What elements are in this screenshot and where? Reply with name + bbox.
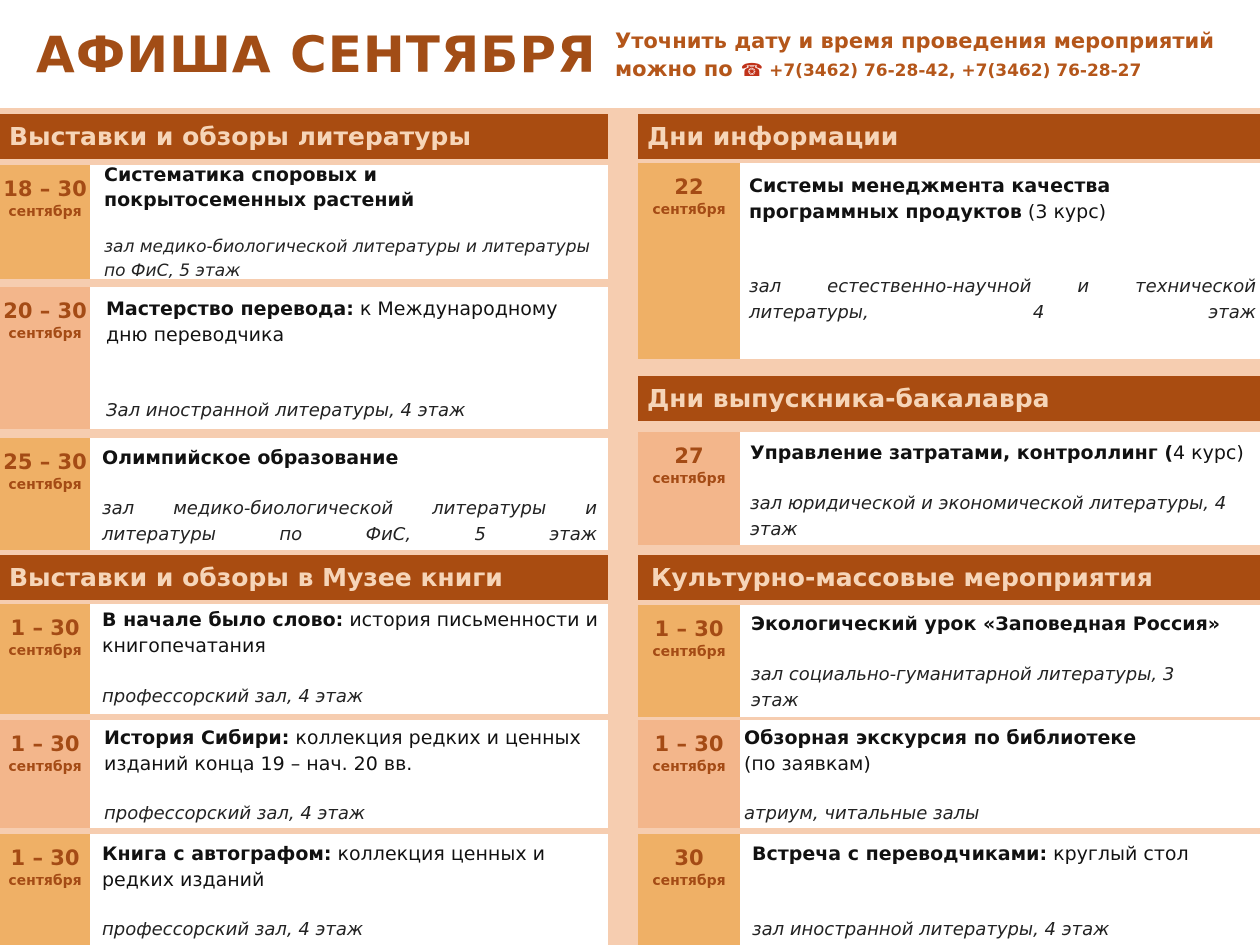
event-title: [750, 440, 1258, 466]
event-date-range: 1 – 30: [10, 616, 80, 640]
event-title-bold: Системы менеджмента качества программных продуктов: [749, 175, 1111, 223]
event-month: сентября: [652, 759, 726, 775]
event-card: [0, 604, 608, 714]
event-location: профессорский зал, 4 этаж: [102, 919, 364, 940]
event-date: [0, 287, 90, 429]
contact-note-line1: Уточнить дату и время проведения мероприятий: [615, 29, 1214, 53]
page-header: [0, 0, 1260, 108]
event-content: [90, 287, 608, 429]
telephone-icon: ☎: [740, 60, 764, 81]
event-content: [740, 605, 1260, 717]
event-title-rest: 4 курс): [1173, 442, 1244, 464]
event-card: [0, 287, 608, 429]
event-date: [0, 604, 90, 714]
event-date: [638, 720, 740, 828]
event-date: [0, 438, 90, 550]
event-title-bold: Систематика споровых и покрытосеменных растений: [104, 165, 415, 211]
event-title: [102, 607, 602, 659]
event-title-rest: история письменности и книгопечатания: [102, 609, 598, 657]
event-month: сентября: [652, 873, 726, 889]
event-location: [102, 496, 597, 548]
event-date: [0, 720, 90, 828]
event-title: [744, 725, 1254, 777]
event-location: зал иностранной литературы, 4 этаж: [752, 919, 1110, 940]
page-title: АФИША СЕНТЯБРЯ: [36, 26, 597, 84]
event-date: [638, 163, 740, 359]
event-title-bold: Управление затратами, контроллинг (: [750, 442, 1174, 464]
event-title-rest: (по заявкам): [744, 753, 871, 775]
event-date: [638, 834, 740, 945]
event-content: [740, 432, 1260, 545]
contact-note-prefix: можно по: [615, 57, 733, 81]
event-card: [638, 605, 1260, 717]
event-location-text: зал естественно-научной и технической литературы, 4 этаж: [749, 276, 1256, 323]
event-date: [638, 605, 740, 717]
event-month: сентября: [8, 204, 82, 220]
event-month: сентября: [652, 471, 726, 487]
event-title: [104, 165, 434, 213]
event-content: [90, 438, 608, 550]
event-title: [749, 173, 1256, 225]
event-content: [740, 834, 1260, 945]
event-title-bold: Экологический урок «Заповедная Россия»: [751, 613, 1221, 635]
event-title-bold: Книга с автографом:: [102, 843, 332, 865]
event-date-range: 1 – 30: [10, 732, 80, 756]
event-date-range: 1 – 30: [10, 846, 80, 870]
event-date: [0, 165, 90, 279]
event-title-rest: (3 курс): [1021, 201, 1107, 223]
event-location: профессорский зал, 4 этаж: [102, 686, 364, 707]
event-card: [0, 720, 608, 828]
event-month: сентября: [8, 759, 82, 775]
event-date-range: 27: [674, 444, 704, 468]
event-content: [740, 720, 1260, 828]
event-location: зал юридической и экономической литературы, 4 этаж: [750, 493, 1227, 540]
event-card: [0, 438, 608, 550]
event-title: [751, 611, 1254, 637]
section-header-graduate-days: Дни выпускника-бакалавра: [638, 376, 1260, 421]
phone-numbers: +7(3462) 76-28-42, +7(3462) 76-28-27: [769, 61, 1142, 81]
event-location: атриум, читальные залы: [744, 803, 980, 824]
event-title: [104, 725, 602, 777]
contact-note-line2: [615, 55, 1255, 85]
event-title-bold: Встреча с переводчиками:: [752, 843, 1048, 865]
event-month: сентября: [8, 873, 82, 889]
section-header-museum: Выставки и обзоры в Музее книги: [0, 555, 608, 600]
event-title-bold: История Сибири:: [104, 727, 290, 749]
event-title: [102, 445, 602, 471]
event-date: [638, 432, 740, 545]
event-date-range: 25 – 30: [3, 450, 87, 474]
section-header-info-days: Дни информации: [638, 114, 1260, 159]
event-location: зал социально-гуманитарной литературы, 3 этаж: [751, 664, 1175, 711]
event-content: [90, 720, 608, 828]
event-title-rest: коллекция ценных и редких изданий: [102, 843, 545, 891]
event-location: Зал иностранной литературы, 4 этаж: [106, 400, 466, 421]
event-title-bold: Обзорная экскурсия по библиотеке: [744, 727, 1137, 749]
section-header-cultural-events: Культурно-массовые мероприятия: [638, 555, 1260, 600]
event-title-bold: В начале было слово:: [102, 609, 344, 631]
event-date-range: 1 – 30: [654, 617, 724, 641]
event-date-range: 20 – 30: [3, 299, 87, 323]
event-month: сентября: [652, 644, 726, 660]
contact-note: [615, 27, 1255, 85]
event-location: [749, 274, 1256, 326]
event-date-range: 30: [674, 846, 704, 870]
event-location-text: зал медико-биологической литературы и литературы по ФиС, 5 этаж: [102, 498, 597, 545]
event-card: [638, 834, 1260, 945]
event-title-rest: круглый стол: [1047, 843, 1189, 865]
event-title: [752, 841, 1254, 867]
event-content: [90, 165, 608, 279]
event-date-range: 1 – 30: [654, 732, 724, 756]
event-date-range: 22: [674, 175, 704, 199]
event-card: [0, 834, 608, 945]
event-content: [90, 834, 608, 945]
event-date: [0, 834, 90, 945]
event-title-bold: Мастерство перевода:: [106, 298, 354, 320]
event-card: [0, 165, 608, 279]
event-month: сентября: [652, 202, 726, 218]
event-title: [102, 841, 572, 893]
event-location: профессорский зал, 4 этаж: [104, 803, 366, 824]
event-title: [106, 296, 586, 348]
event-card: [638, 432, 1260, 545]
event-title-rest: к Международному дню переводчика: [106, 298, 558, 346]
event-card: [638, 163, 1260, 359]
event-title-rest: коллекция редких и ценных изданий конца 19 – нач. 20 вв.: [104, 727, 581, 775]
event-content: [90, 604, 608, 714]
event-content: [740, 163, 1260, 359]
event-card: [638, 720, 1260, 828]
event-date-range: 18 – 30: [3, 177, 87, 201]
event-month: сентября: [8, 326, 82, 342]
section-header-exhibitions: Выставки и обзоры литературы: [0, 114, 608, 159]
event-location: зал медико-биологической литературы и литературы по ФиС, 5 этаж: [104, 237, 590, 279]
event-month: сентября: [8, 643, 82, 659]
event-month: сентября: [8, 477, 82, 493]
event-title-bold: Олимпийское образование: [102, 447, 399, 469]
